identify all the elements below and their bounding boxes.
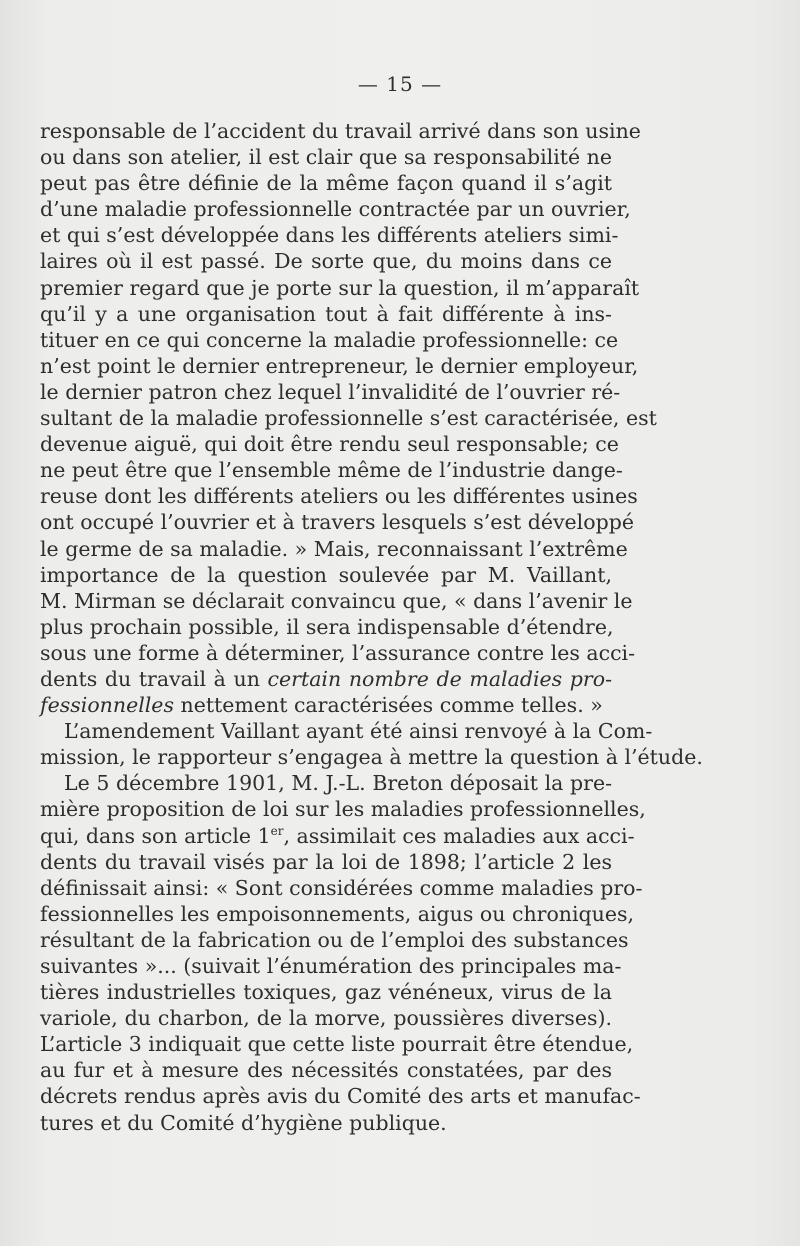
text-line: laires où il est passé. De sorte que, du moins dans ce xyxy=(40,249,612,274)
text-line: qu’il y a une organisation tout à fait différente à ins- xyxy=(40,301,612,326)
body-text xyxy=(40,118,703,1136)
text-line: mière proposition de loi sur les maladies professionnelles, xyxy=(40,797,646,822)
text-run: , assimilait ces maladies aux acci- xyxy=(283,823,635,848)
text-run: qui, dans son article 1 xyxy=(40,823,271,848)
text-line: tures et du Comité d’hygiène publique. xyxy=(40,1110,447,1135)
italic-text: certain nombre de maladies pro- xyxy=(267,666,612,691)
text-line: Le 5 décembre 1901, M. J.-L. Breton déposait la pre- xyxy=(64,771,612,796)
text-line: ou dans son atelier, il est clair que sa responsabilité ne xyxy=(40,145,612,170)
text-line: responsable de l’accident du travail arrivé dans son usine xyxy=(40,119,641,143)
text-run: dents du travail à un xyxy=(40,666,268,691)
text-line: ont occupé l’ouvrier et à travers lesquels s’est développé xyxy=(40,510,634,535)
text-line: d’une maladie professionnelle contractée par un ouvrier, xyxy=(40,197,631,222)
text-line: importance de la question soulevée par M. Vaillant, xyxy=(40,562,612,587)
text-line: définissait ainsi: « Sont considérées comme maladies pro- xyxy=(40,875,643,900)
text-line xyxy=(40,666,612,692)
text-line xyxy=(40,692,612,718)
text-line: plus prochain possible, il sera indispensable d’étendre, xyxy=(40,614,614,639)
text-line: suivantes »... (suivait l’énumération des principales ma- xyxy=(40,954,622,978)
text-line: peut pas être définie de la même façon quand il s’agit xyxy=(40,171,612,196)
text-line: variole, du charbon, de la morve, poussières diverses). xyxy=(40,1006,612,1031)
text-line: premier regard que je porte sur la question, il m’apparaît xyxy=(40,275,640,300)
text-line: au fur et à mesure des nécessités constatées, par des xyxy=(40,1058,612,1083)
text-line: le germe de sa maladie. » Mais, reconnaissant l’extrême xyxy=(40,536,628,561)
text-line: tières industrielles toxiques, gaz vénéneux, virus de la xyxy=(40,980,612,1005)
page-number: — 15 — xyxy=(357,72,443,96)
superscript: er xyxy=(270,823,284,838)
text-line: reuse dont les différents ateliers ou les différentes usines xyxy=(40,484,638,509)
text-line: L’article 3 indiquait que cette liste pourrait être étendue, xyxy=(40,1032,634,1057)
text-line: devenue aiguë, qui doit être rendu seul responsable; ce xyxy=(40,432,619,457)
italic-text: fessionnelles xyxy=(40,693,174,718)
text-line: fessionnelles les empoisonnements, aigus ou chroniques, xyxy=(40,901,635,926)
text-line: le dernier patron chez lequel l’invalidité de l’ouvrier ré- xyxy=(40,379,621,404)
text-line: M. Mirman se déclarait convaincu que, « dans l’avenir le xyxy=(40,588,633,613)
text-run: nettement caractérisées comme telles. » xyxy=(173,693,603,718)
text-line: n’est point le dernier entrepreneur, le dernier employeur, xyxy=(40,353,639,378)
text-line: sous une forme à déterminer, l’assurance contre les acci- xyxy=(40,640,636,665)
text-line: et qui s’est développée dans les différents ateliers simi- xyxy=(40,223,619,248)
text-line: sultant de la maladie professionnelle s’est caractérisée, est xyxy=(40,406,657,431)
text-line xyxy=(40,823,635,849)
text-line: dents du travail visés par la loi de 1898; l’article 2 les xyxy=(40,849,612,874)
text-line: ne peut être que l’ensemble même de l’industrie dange- xyxy=(40,458,623,483)
text-line: tituer en ce qui concerne la maladie professionnelle: ce xyxy=(40,327,619,352)
text-line: résultant de la fabrication ou de l’emploi des substances xyxy=(40,927,629,952)
text-line: mission, le rapporteur s’engagea à mettre la question à l’étude. xyxy=(40,745,703,770)
text-line: L’amendement Vaillant ayant été ainsi renvoyé à la Com- xyxy=(64,719,653,744)
text-line: décrets rendus après avis du Comité des arts et manufac- xyxy=(40,1084,641,1109)
